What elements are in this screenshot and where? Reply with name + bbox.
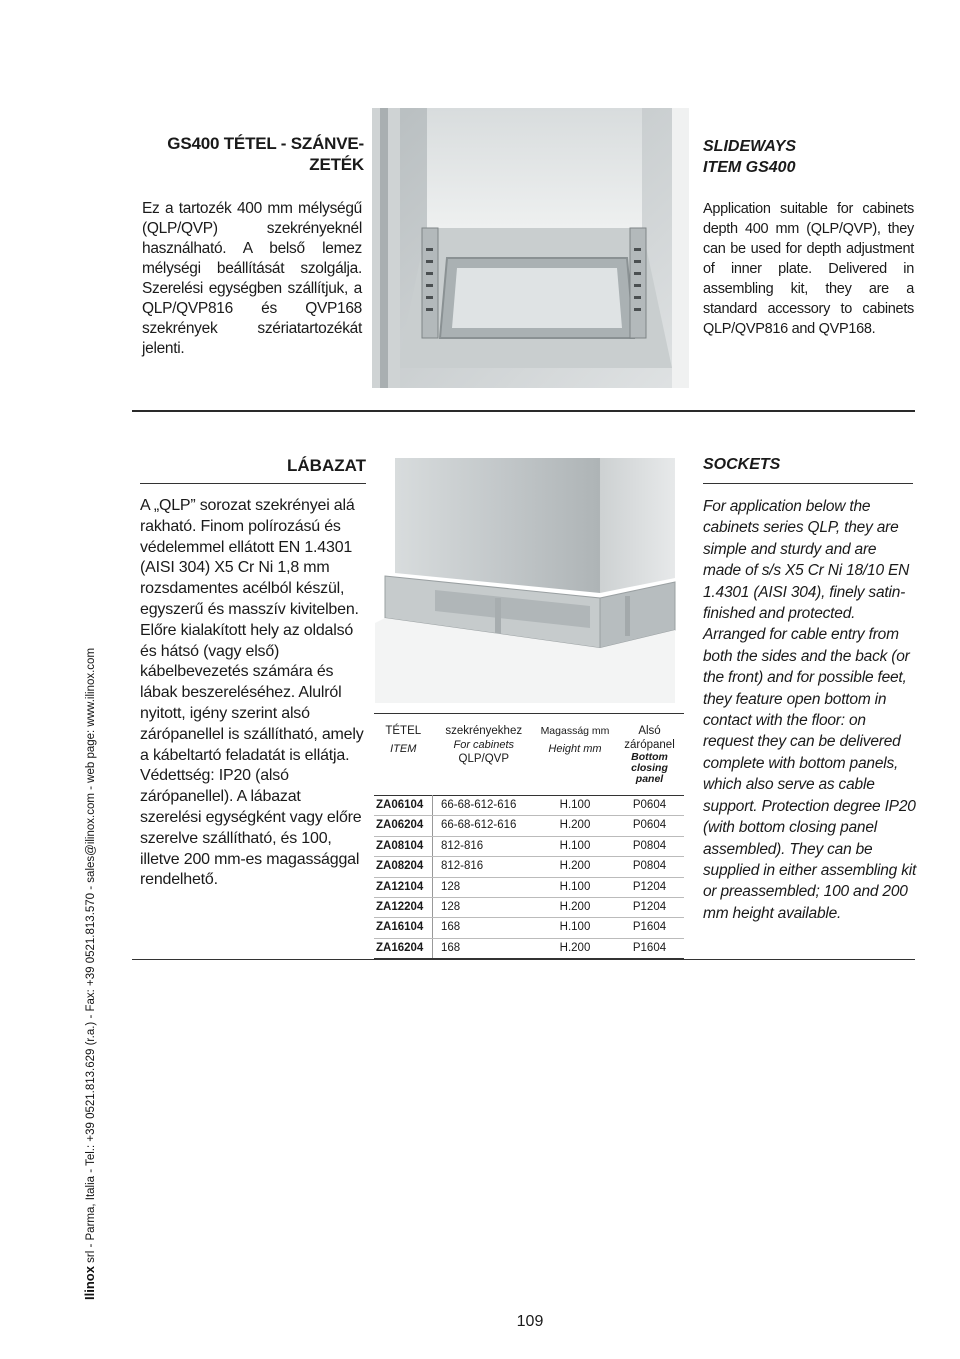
row-panel: P0804	[615, 836, 684, 856]
slideways-en-title-line2: ITEM GS400	[703, 159, 796, 176]
row-panel: P1604	[615, 918, 684, 938]
row-panel: P0604	[615, 816, 684, 836]
row-panel: P0604	[615, 796, 684, 816]
slideways-en-title	[703, 136, 903, 178]
lábazat-title-rule	[140, 483, 366, 484]
row-item: ZA16104	[374, 918, 433, 938]
row-cabinets: 168	[433, 938, 536, 958]
header-cabinets-en: For cabinets	[453, 739, 515, 751]
table-row	[374, 918, 684, 938]
header-item-hu: TÉTEL	[385, 725, 422, 737]
gs400-hu-title: GS400 TÉTEL - SZÁNVE- ZETÉK	[167, 134, 364, 174]
row-item: ZA16204	[374, 938, 433, 958]
row-item: ZA12104	[374, 877, 433, 897]
sockets-title-rule	[703, 483, 913, 484]
slideways-en-description: Application suitable for cabinets depth 400 mm (QLP/QVP), they can be used for depth adjustment of inner plate. Delivered in assembling kit, they are a standard accessory to cabinets QLP/QVP816 and QVP168.	[703, 201, 914, 337]
header-item	[374, 714, 433, 796]
table-row	[374, 898, 684, 918]
table-header-row	[374, 714, 684, 796]
lábazat-title: LÁBAZAT	[287, 456, 366, 475]
row-cabinets: 66-68-612-616	[433, 816, 536, 836]
sockets-photo	[375, 458, 687, 703]
row-height: H.200	[535, 898, 615, 918]
row-height: H.200	[535, 857, 615, 877]
row-cabinets: 66-68-612-616	[433, 796, 536, 816]
row-height: H.100	[535, 796, 615, 816]
row-height: H.100	[535, 918, 615, 938]
row-panel: P0804	[615, 857, 684, 877]
table-row	[374, 836, 684, 856]
sidebar-text: srl - Parma, Italia - Tel.: +39 0521.813.629 (r.a.) - Fax: +39 0521.813.570 - sales@ilinox.com - web page: www.ilinox.com	[85, 647, 97, 1263]
slideways-en-title-line1: SLIDEWAYS	[703, 138, 797, 155]
row-item: ZA06104	[374, 796, 433, 816]
row-cabinets: 128	[433, 898, 536, 918]
row-item: ZA12204	[374, 898, 433, 918]
header-height-hu: Magasság mm	[540, 725, 610, 737]
header-panel	[615, 714, 684, 796]
row-height: H.100	[535, 836, 615, 856]
row-cabinets: 812-816	[433, 836, 536, 856]
table-row	[374, 857, 684, 877]
header-cabinets-series: QLP/QVP	[458, 753, 509, 765]
row-panel: P1204	[615, 877, 684, 897]
row-cabinets: 812-816	[433, 857, 536, 877]
header-panel-en-2: closing panel	[631, 762, 668, 785]
sidebar-contact	[82, 647, 97, 1300]
sidebar-brand: Ilinox	[82, 1266, 97, 1300]
sockets-en-title: SOCKETS	[703, 456, 781, 473]
row-item: ZA08204	[374, 857, 433, 877]
slideways-photo	[372, 108, 689, 388]
row-cabinets: 128	[433, 877, 536, 897]
header-panel-en-1: Bottom	[631, 751, 668, 763]
row-height: H.200	[535, 938, 615, 958]
header-height-en: Height mm	[548, 743, 602, 755]
row-panel: P1604	[615, 938, 684, 958]
table-row	[374, 796, 684, 816]
gs400-hu-description: Ez a tartozék 400 mm mélységű (QLP/QVP) szekrényeknél használható. A belső lemez mélységi beállítását szolgálja. Szerelési egységben szállítjuk, a QLP/QVP816 és QVP168 szekrények szériatartozékát jelenti.	[142, 200, 362, 357]
header-height	[535, 714, 615, 796]
table-row	[374, 816, 684, 836]
header-cabinets-hu: szekrényekhez	[445, 725, 523, 737]
row-height: H.200	[535, 816, 615, 836]
row-cabinets: 168	[433, 918, 536, 938]
header-item-en: ITEM	[390, 743, 417, 755]
row-height: H.100	[535, 877, 615, 897]
table-row	[374, 877, 684, 897]
row-item: ZA06204	[374, 816, 433, 836]
sockets-en-description: For application below the cabinets series QLP, they are simple and sturdy and are made of s/s X5 Cr Ni 18/10 EN 1.4301 (AISI 304), finely satin-finished and protected. Arranged for cable entry from both the sides and the back (or the front) and for possible feet, they feature open bottom in contact with the floor: on request they can be delivered complete with bottom panels, which also serve as cable support. Protection degree IP20 (with bottom closing panel assembled). They can be supplied in either assembling kit or preassembled; 100 and 200 mm height available.	[703, 498, 917, 922]
section-divider	[132, 410, 915, 412]
header-cabinets	[433, 714, 536, 796]
table-row	[374, 938, 684, 958]
page-number: 109	[516, 1313, 544, 1330]
lábazat-description: A „QLP” sorozat szekrényei alá rakható. Finom polírozású és védelemmel ellátott EN 1.4301 (AISI 304) X5 Cr Ni 1,8 mm rozsdamentes acélból készül, egyszerű és masszív kivitelben. Előre kialakított hely az oldalsó és hátsó (vagy első) kábelbevezetés számára és lábak beszereléséhez. Alulról nyitott, igény szerint alsó zárópanellel is szállítható, amely a kábeltartó feladatát is ellátja. Védettség: IP20 (alsó zárópanellel). A lábazat szerelési egységként vagy előre szerelve szállítható, és 100, illetve 200 mm-es magassággal rendelhető.	[140, 497, 364, 889]
header-panel-hu-1: Alsó	[638, 725, 661, 737]
row-item: ZA08104	[374, 836, 433, 856]
bottom-divider	[132, 959, 915, 960]
sockets-table	[374, 713, 684, 959]
header-panel-hu-2: zárópanel	[624, 739, 675, 751]
row-panel: P1204	[615, 898, 684, 918]
